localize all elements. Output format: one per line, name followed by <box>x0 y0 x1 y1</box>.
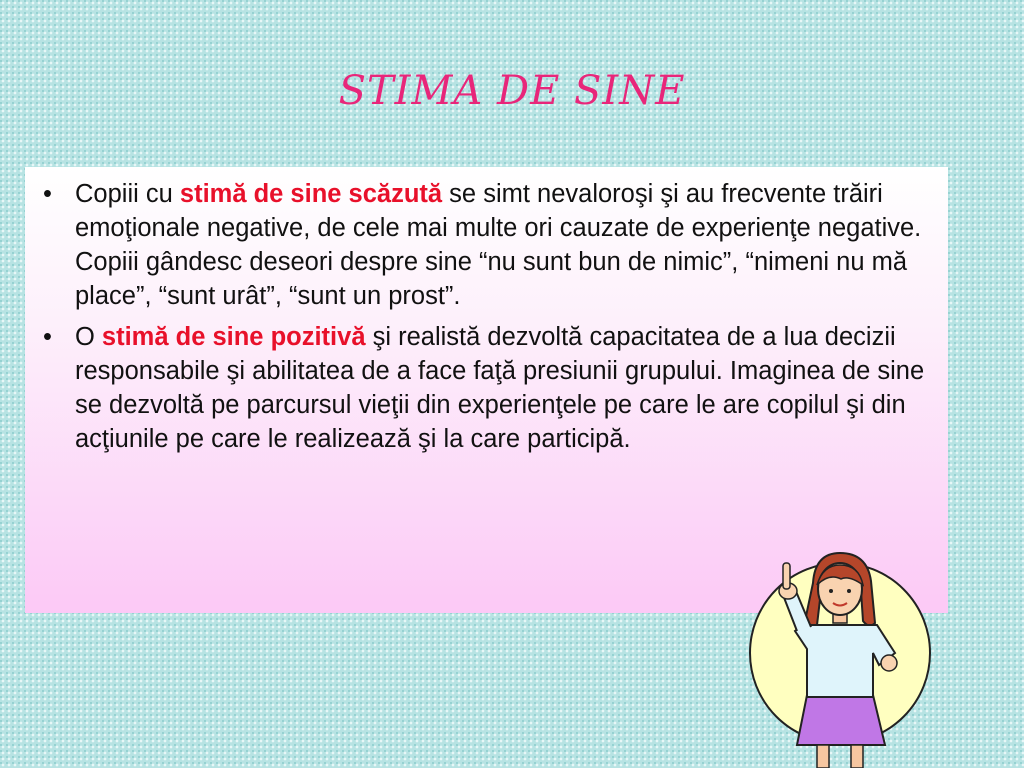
bullet-highlight: stimă de sine scăzută <box>179 180 443 208</box>
bullet-text-after: se simt nevaloroşi şi au frecvente trăiri emoţionale negative, de cele mai multe ori cauzate de experienţe negative. Copiii gândesc deseori despre sine “nu sunt bun de nimic”, “nimeni nu mă place”, “sunt urât”, “sunt un prost”. <box>75 180 922 311</box>
bullet-text-before: Copiii cu <box>75 180 180 208</box>
bullet-dot: • <box>43 180 52 208</box>
slide-title: STIMA DE SINE <box>338 68 686 114</box>
bullet-dot: • <box>43 322 52 351</box>
bullet-text-before: O <box>75 322 102 351</box>
bullet-item <box>37 320 928 457</box>
bullet-item <box>37 177 928 314</box>
bullet-list <box>25 167 948 456</box>
girl-pointing-up-icon <box>745 545 935 768</box>
bullet-highlight: stimă de sine pozitivă <box>101 322 366 351</box>
bullet-text-after: şi realistă dezvoltă capacitatea de a lua decizii responsabile şi abilitatea de a face faţă presiunii grupului. Imaginea de sine se dezvoltă pe parcursul vieţii din experienţele pe care le are copilul şi din acţiunile pe care le realizează şi la care participă. <box>75 322 925 454</box>
